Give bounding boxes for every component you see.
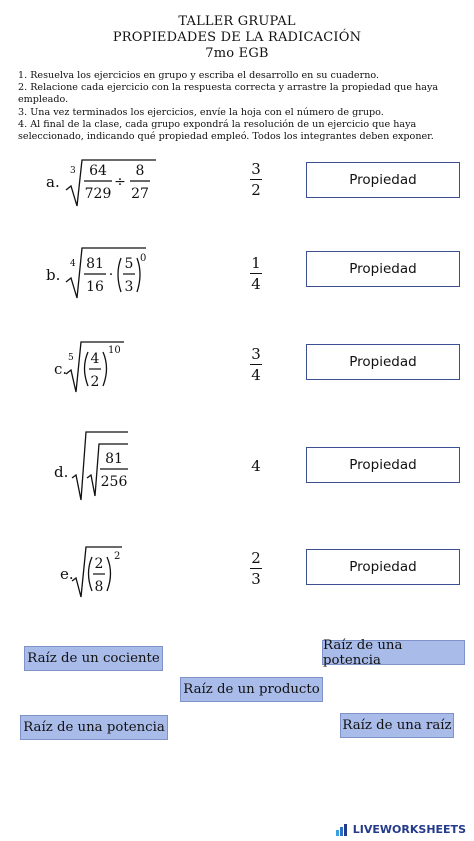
exercise-letter: a. <box>46 173 60 191</box>
svg-text:2: 2 <box>114 551 121 562</box>
logo-bars-icon <box>336 824 350 836</box>
svg-text:27: 27 <box>131 186 149 202</box>
svg-text:0: 0 <box>140 253 147 264</box>
drag-label-cociente[interactable]: Raíz de un cociente <box>24 646 163 671</box>
brand-name: LIVEWORKSHEETS <box>352 823 466 836</box>
exercise-e-answer: 2 3 <box>251 549 261 588</box>
worksheet-title: TALLER GRUPAL <box>178 14 296 29</box>
svg-text:2: 2 <box>90 374 100 390</box>
svg-text:3: 3 <box>124 279 134 295</box>
drag-label-potencia-2[interactable]: Raíz de una potencia <box>20 715 168 740</box>
drag-label-producto[interactable]: Raíz de un producto <box>180 677 323 702</box>
exercise-letter: e. <box>60 565 74 583</box>
exercise-b-answer: 1 4 <box>251 254 261 293</box>
exercise-letter: b. <box>46 266 61 284</box>
property-dropbox-c[interactable]: Propiedad <box>306 344 460 380</box>
exercise-c-answer: 3 4 <box>251 345 261 384</box>
svg-text:729: 729 <box>84 186 112 202</box>
instruction-1: 1. Resuelva los ejercicios en grupo y escriba el desarrollo en su cuaderno. <box>18 70 380 81</box>
instruction-3: 3. Una vez terminados los ejercicios, envíe la hoja con el número de grupo. <box>18 106 384 118</box>
svg-text:64: 64 <box>89 163 107 179</box>
exercise-d-answer: 4 <box>251 457 261 475</box>
svg-text:3: 3 <box>70 166 76 176</box>
svg-text:·: · <box>108 267 114 283</box>
svg-text:8: 8 <box>94 579 104 595</box>
svg-text:81: 81 <box>86 256 104 272</box>
svg-text:5: 5 <box>124 256 134 272</box>
svg-text:10: 10 <box>108 345 121 356</box>
worksheet-grade: 7mo EGB <box>205 46 269 61</box>
exercise-c-expression <box>62 340 142 395</box>
svg-text:4: 4 <box>70 259 76 269</box>
exercise-d-expression <box>70 430 140 502</box>
exercise-a-expression <box>62 158 162 208</box>
drag-label-potencia-1[interactable]: Raíz de una potencia <box>322 640 465 665</box>
worksheet-header <box>0 14 474 62</box>
exercise-letter: d. <box>54 463 69 481</box>
svg-text:4: 4 <box>90 351 100 367</box>
exercise-e-expression <box>70 545 140 600</box>
svg-text:2: 2 <box>94 556 104 572</box>
svg-text:81: 81 <box>105 451 123 467</box>
liveworksheets-logo <box>336 823 466 836</box>
property-dropbox-b[interactable]: Propiedad <box>306 251 460 287</box>
exercise-b-expression <box>62 246 172 301</box>
property-dropbox-a[interactable]: Propiedad <box>306 162 460 198</box>
worksheet-subtitle: PROPIEDADES DE LA RADICACIÓN <box>112 30 362 45</box>
svg-text:256: 256 <box>100 474 128 490</box>
instruction-2: 2. Relacione cada ejercicio con la respuesta correcta y arrastre la propiedad que haya empleado. <box>18 82 439 106</box>
drag-label-raiz[interactable]: Raíz de una raíz <box>340 713 454 738</box>
svg-text:8: 8 <box>135 163 145 179</box>
property-dropbox-e[interactable]: Propiedad <box>306 549 460 585</box>
svg-text:÷: ÷ <box>114 174 126 190</box>
svg-text:16: 16 <box>86 279 104 295</box>
svg-text:5: 5 <box>68 353 74 363</box>
exercise-a-answer: 3 2 <box>251 160 261 199</box>
property-dropbox-d[interactable]: Propiedad <box>306 447 460 483</box>
instructions <box>18 70 458 143</box>
instruction-4: 4. Al final de la clase, cada grupo expondrá la resolución de un ejercicio que haya seleccionado, indicando qué propiedad empleó. Todos los integrantes deben exponer. <box>18 118 434 143</box>
exercise-letter: c. <box>54 360 68 378</box>
